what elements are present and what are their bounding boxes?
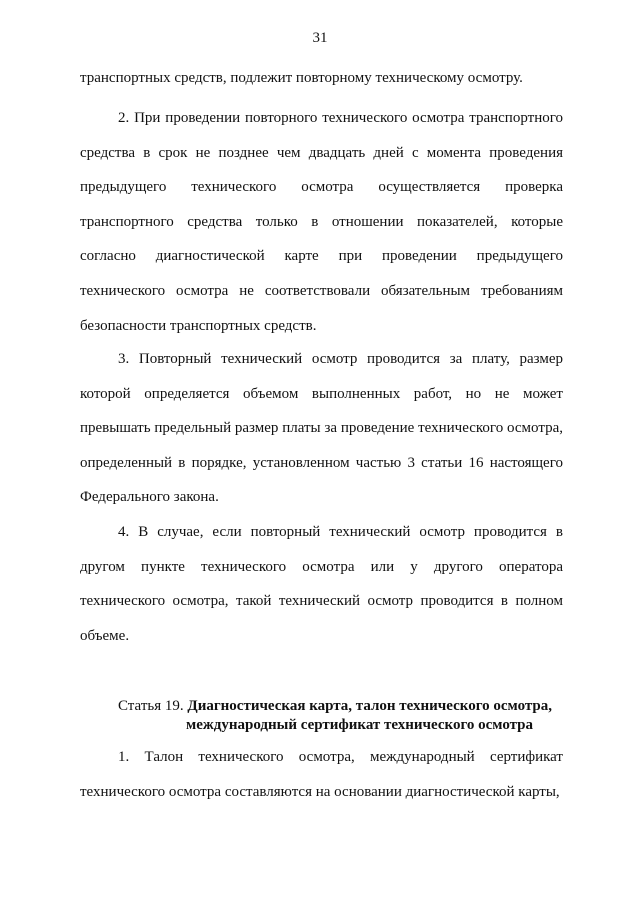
page-number: 31 (312, 30, 328, 46)
paragraph-4: 4. В случае, если повторный технический осмотр проводится в другом пункте технического осмотра или у другого оператора технического осмотра, такой технический осмотр проводится в полном объеме. (80, 524, 563, 644)
paragraph-article-1: 1. Талон технического осмотра, международный сертификат технического осмотра составляются на основании диагностической карты, (80, 749, 563, 800)
paragraph-3: 3. Повторный технический осмотр проводится за плату, размер которой определяется объемом выполненных работ, но не может превышать предельный размер платы за проведение технического осмотра, определенный в порядке, установленном частью 3 статьи 16 настоящего Федерального закона. (80, 351, 563, 506)
paragraph-continuation: транспортных средств, подлежит повторному техническому осмотру. (80, 70, 523, 86)
article-title-line2: международный сертификат технического осмотра (186, 717, 534, 733)
article-number: Статья 19. (118, 698, 184, 714)
article-title-line1: Диагностическая карта, талон технического осмотра, (187, 698, 553, 714)
paragraph-2: 2. При проведении повторного технического осмотра транспортного средства в срок не позднее чем двадцать дней с момента проведения предыдущего технического осмотра осуществляется проверка транспортного средства только в отношении показателей, которые согласно диагностической карте при проведении предыдущего технического осмотра не соответствовали обязательным требованиям безопасности транспортных средств. (80, 110, 563, 334)
article-heading (118, 697, 578, 735)
